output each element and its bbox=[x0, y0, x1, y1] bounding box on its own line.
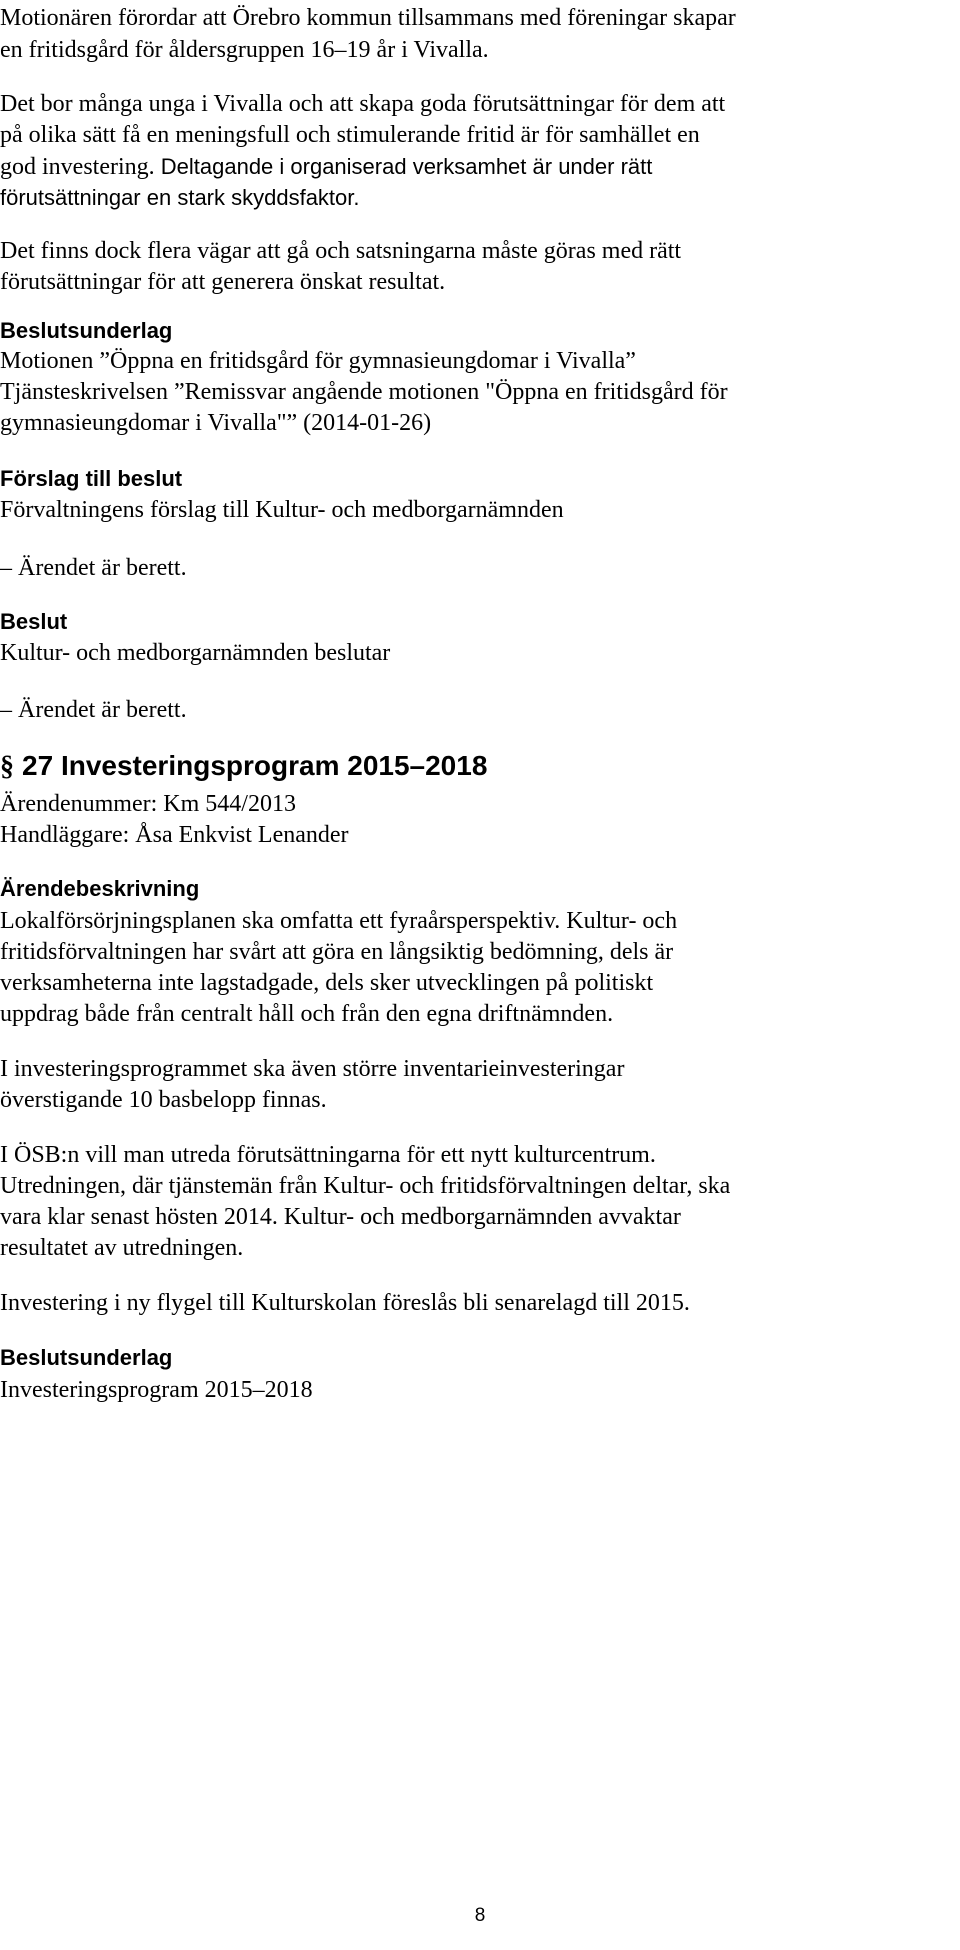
intro-paragraph-1-line-2: en fritidsgård för åldersgruppen 16–19 år i Vivalla. bbox=[0, 37, 489, 63]
section-beslutsunderlag-text: Investeringsprogram 2015–2018 bbox=[0, 1377, 313, 1403]
forslag-text: Förvaltningens förslag till Kultur- och medborgarnämnden bbox=[0, 497, 564, 523]
forslag-result: – Ärendet är berett. bbox=[0, 555, 187, 581]
beslutsunderlag-line-2: Tjänsteskrivelsen ”Remissvar angående motionen "Öppna en fritidsgård för bbox=[0, 379, 728, 405]
desc-paragraph-3-line-1: I ÖSB:n vill man utreda förutsättningarna för ett nytt kulturcentrum. bbox=[0, 1142, 656, 1168]
intro-paragraph-2-line-3-sans: Deltagande i organiserad verksamhet är under rätt bbox=[154, 154, 653, 179]
section-title bbox=[0, 749, 487, 784]
desc-paragraph-3-line-4: resultatet av utredningen. bbox=[0, 1235, 244, 1261]
intro-paragraph-3-line-1: Det finns dock flera vägar att gå och satsningarna måste göras med rätt bbox=[0, 238, 682, 264]
beslutsunderlag-line-3: gymnasieungdomar i Vivalla"” (2014-01-26) bbox=[0, 410, 432, 436]
beslut-heading: Beslut bbox=[0, 609, 68, 634]
paragraph-sign: § bbox=[0, 751, 14, 782]
desc-paragraph-1-line-4: uppdrag både från centralt håll och från den egna driftnämnden. bbox=[0, 1001, 614, 1027]
desc-paragraph-4-line-1: Investering i ny flygel till Kulturskolan föreslås bli senarelagd till 2015. bbox=[0, 1290, 690, 1316]
beslut-text: Kultur- och medborgarnämnden beslutar bbox=[0, 640, 391, 666]
handlaggare: Handläggare: Åsa Enkvist Lenander bbox=[0, 822, 349, 848]
section-title-text: Investeringsprogram 2015–2018 bbox=[60, 750, 488, 781]
intro-paragraph-2-line-2: på olika sätt få en meningsfull och stimulerande fritid är för samhället en bbox=[0, 122, 700, 148]
intro-paragraph-2-line-1: Det bor många unga i Vivalla och att skapa goda förutsättningar för dem att bbox=[0, 91, 726, 117]
desc-paragraph-1-line-1: Lokalförsörjningsplanen ska omfatta ett fyraårsperspektiv. Kultur- och bbox=[0, 908, 678, 934]
beslutsunderlag-line-1: Motionen ”Öppna en fritidsgård för gymnasieungdomar i Vivalla” bbox=[0, 348, 636, 374]
intro-paragraph-2-line-4-sans: förutsättningar en stark skyddsfaktor. bbox=[0, 185, 360, 210]
beslutsunderlag-heading: Beslutsunderlag bbox=[0, 318, 173, 343]
arendenummer: Ärendenummer: Km 544/2013 bbox=[0, 791, 296, 817]
desc-paragraph-3-line-3: vara klar senast hösten 2014. Kultur- och medborgarnämnden avvaktar bbox=[0, 1204, 681, 1230]
desc-paragraph-2-line-2: överstigande 10 basbelopp finnas. bbox=[0, 1087, 327, 1113]
desc-paragraph-1-line-2: fritidsförvaltningen har svårt att göra en långsiktig bedömning, dels är bbox=[0, 939, 674, 965]
forslag-till-beslut-heading: Förslag till beslut bbox=[0, 466, 183, 491]
intro-paragraph-2-line-3 bbox=[0, 151, 960, 183]
desc-paragraph-1-line-3: verksamheterna inte lagstadgade, dels sker utvecklingen på politiskt bbox=[0, 970, 654, 996]
beslut-result: – Ärendet är berett. bbox=[0, 697, 187, 723]
desc-paragraph-3-line-2: Utredningen, där tjänstemän från Kultur- och fritidsförvaltningen deltar, ska bbox=[0, 1173, 731, 1199]
arendebeskrivning-heading: Ärendebeskrivning bbox=[0, 876, 200, 901]
desc-paragraph-2-line-1: I investeringsprogrammet ska även större inventarieinvesteringar bbox=[0, 1056, 625, 1082]
intro-paragraph-3-line-2: förutsättningar för att generera önskat resultat. bbox=[0, 269, 446, 295]
intro-paragraph-2-line-4 bbox=[0, 182, 960, 214]
section-beslutsunderlag-heading: Beslutsunderlag bbox=[0, 1345, 173, 1370]
section-number: 27 bbox=[22, 750, 54, 781]
intro-paragraph-1-line-1: Motionären förordar att Örebro kommun tillsammans med föreningar skapar bbox=[0, 5, 736, 31]
page-number: 8 bbox=[474, 1905, 486, 1926]
intro-paragraph-2-line-3-serif: god investering. bbox=[0, 154, 155, 180]
